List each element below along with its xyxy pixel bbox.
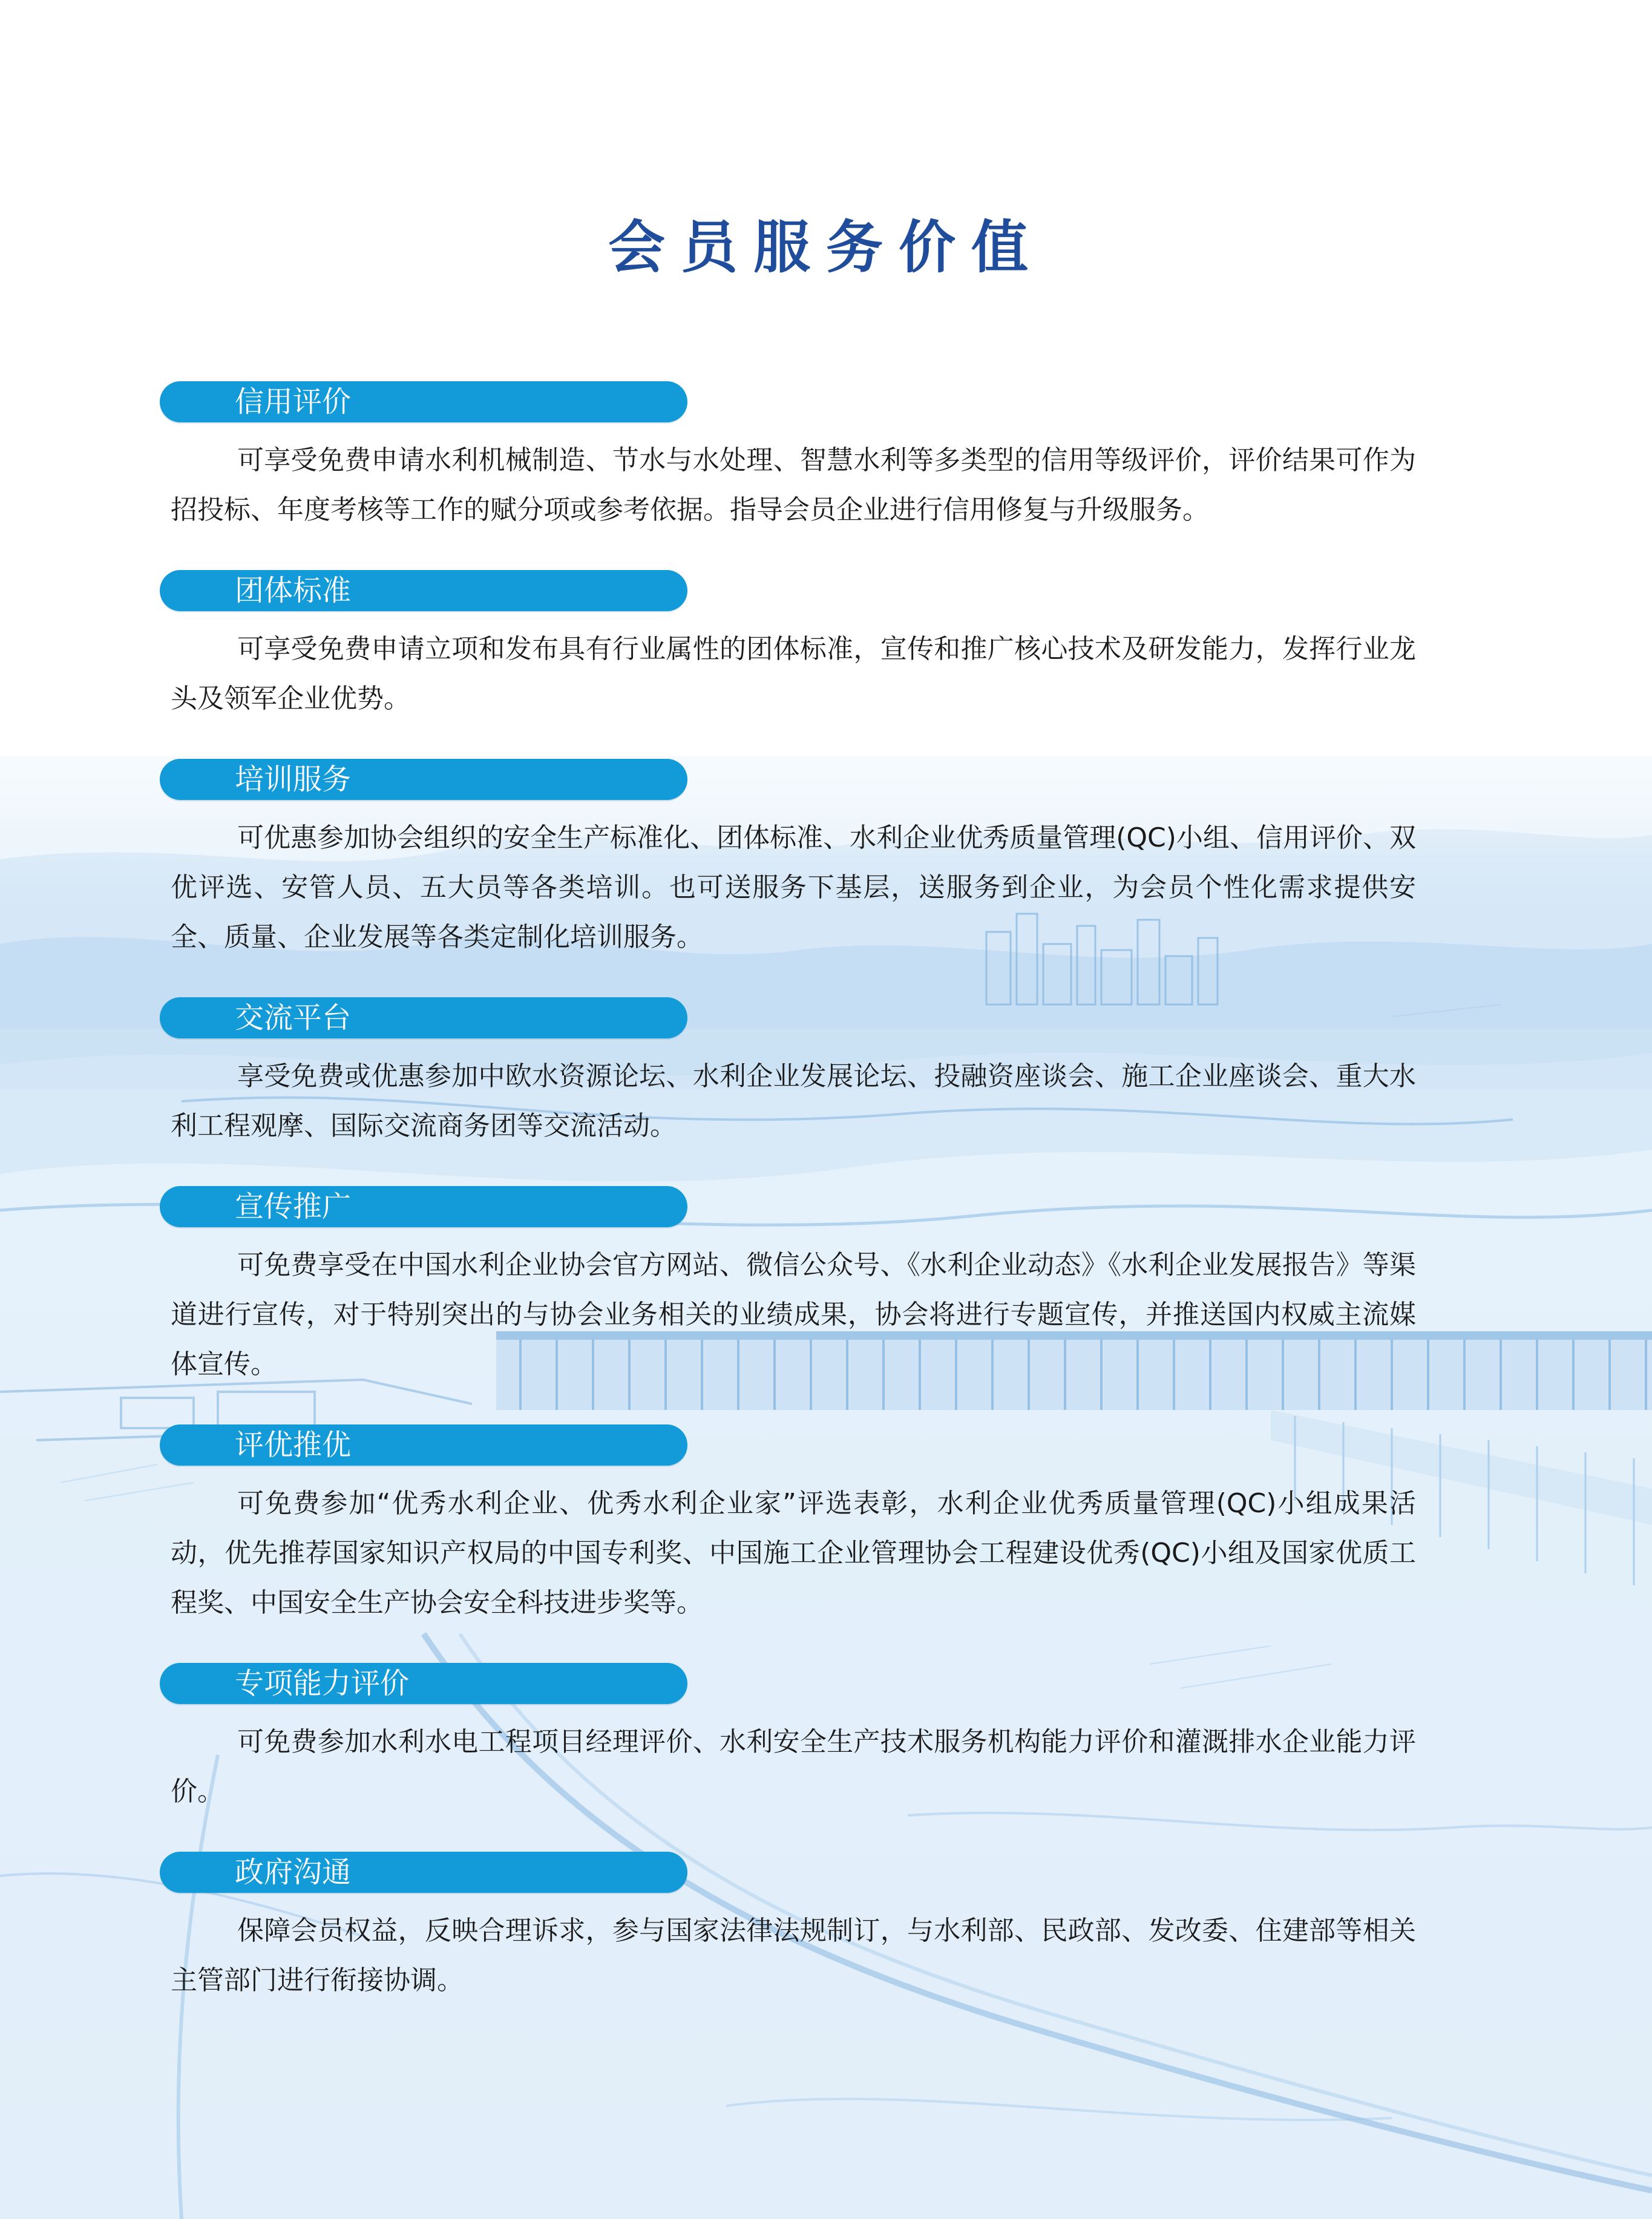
- section-heading: 团体标准: [160, 570, 687, 611]
- section-government-communication: [160, 1852, 1418, 2005]
- section-heading: 信用评价: [160, 381, 687, 422]
- section-heading: 交流平台: [160, 997, 687, 1038]
- section-capability-evaluation: [160, 1663, 1418, 1817]
- section-heading: 宣传推广: [160, 1186, 687, 1227]
- section-heading: 培训服务: [160, 759, 687, 800]
- section-body: 可优惠参加协会组织的安全生产标准化、团体标准、水利企业优秀质量管理(QC)小组、信用评价、双优评选、安管人员、五大员等各类培训。也可送服务下基层，送服务到企业，为会员个性化需求提供安全、质量、企业发展等各类定制化培训服务。: [171, 822, 1416, 952]
- section-heading: 专项能力评价: [160, 1663, 687, 1704]
- section-heading: 政府沟通: [160, 1852, 687, 1893]
- section-promotion: [160, 1186, 1418, 1389]
- section-body: 可免费参加水利水电工程项目经理评价、水利安全生产技术服务机构能力评价和灌溉排水企业能力评价。: [171, 1726, 1416, 1807]
- section-body: 享受免费或优惠参加中欧水资源论坛、水利企业发展论坛、投融资座谈会、施工企业座谈会、重大水利工程观摩、国际交流商务团等交流活动。: [171, 1061, 1416, 1141]
- section-heading: 评优推优: [160, 1424, 687, 1466]
- section-body: 可享受免费申请水利机械制造、节水与水处理、智慧水利等多类型的信用等级评价，评价结果可作为招投标、年度考核等工作的赋分项或参考依据。指导会员企业进行信用修复与升级服务。: [171, 445, 1416, 525]
- section-training: [160, 759, 1418, 962]
- section-body: 可免费参加“优秀水利企业、优秀水利企业家”评选表彰，水利企业优秀质量管理(QC)小组成果活动，优先推荐国家知识产权局的中国专利奖、中国施工企业管理协会工程建设优秀(QC)小组及国家优质工程奖、中国安全生产协会安全科技进步奖等。: [171, 1488, 1416, 1618]
- section-group-standards: [160, 570, 1418, 724]
- section-body: 保障会员权益，反映合理诉求，参与国家法律法规制订，与水利部、民政部、发改委、住建部等相关主管部门进行衔接协调。: [171, 1915, 1416, 1996]
- page-title: 会员服务价值: [608, 214, 1044, 281]
- section-body: 可免费享受在中国水利企业协会官方网站、微信公众号、《水利企业动态》《水利企业发展报告》等渠道进行宣传，对于特别突出的与协会业务相关的业绩成果，协会将进行专题宣传，并推送国内权威主流媒体宣传。: [171, 1250, 1416, 1380]
- section-credit-rating: [160, 381, 1418, 535]
- section-body: 可享受免费申请立项和发布具有行业属性的团体标准，宣传和推广核心技术及研发能力，发挥行业龙头及领军企业优势。: [171, 634, 1416, 714]
- section-awards: [160, 1424, 1418, 1628]
- section-exchange-platform: [160, 997, 1418, 1151]
